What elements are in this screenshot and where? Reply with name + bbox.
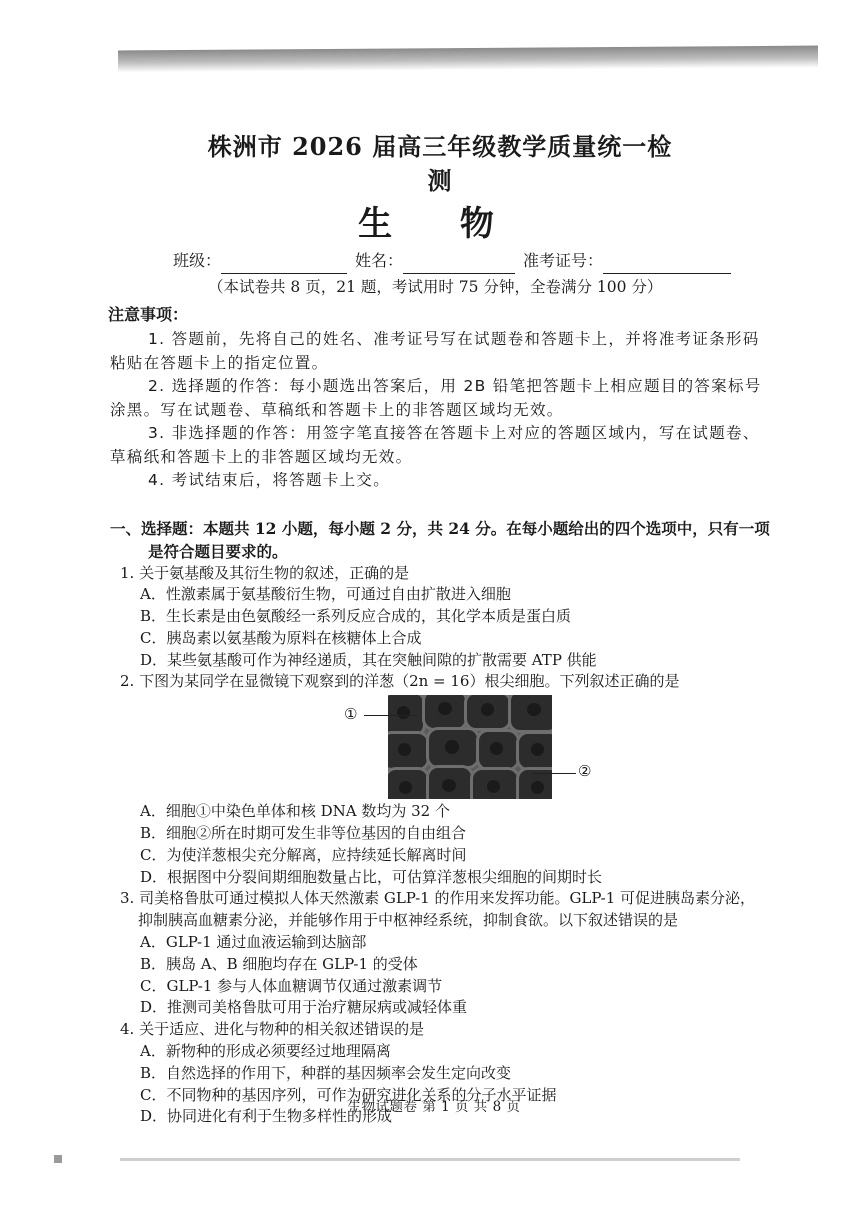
exam-id-blank bbox=[603, 255, 731, 274]
notice-list bbox=[110, 328, 770, 493]
option-3a: A．GLP-1 通过血液运输到达脑部 bbox=[140, 933, 367, 952]
option-3c: C．GLP-1 参与人体血糖调节仅通过激素调节 bbox=[140, 976, 443, 995]
student-info-fields bbox=[173, 248, 770, 274]
micrograph-figure bbox=[320, 695, 770, 799]
exam-title: 株洲市 2026 届高三年级教学质量统一检测 bbox=[207, 132, 673, 195]
question-stem-1: 1. 关于氨基酸及其衍生物的叙述，正确的是 bbox=[120, 563, 410, 582]
figure-label-2: ② bbox=[578, 762, 592, 781]
leader-line-1 bbox=[364, 715, 418, 716]
class-blank bbox=[221, 255, 347, 274]
figure-label-1: ① bbox=[344, 705, 358, 724]
section-heading: 一、选择题：本题共 12 小题，每小题 2 分，共 24 分。在每小题给出的四个选项中，只有一项是符合题目要求的。 bbox=[110, 518, 770, 561]
leader-line-2 bbox=[532, 773, 576, 774]
question-stem-3: 3. 司美格鲁肽可通过模拟人体天然激素 GLP-1 的作用来发挥功能。GLP-1 可促进胰岛素分泌，抑制胰高血糖素分泌，并能够作用于中枢神经系统，抑制食欲。以下叙述错误的是 bbox=[120, 889, 756, 930]
question-stem-2: 2. 下图为某同学在显微镜下观察到的洋葱（2n = 16）根尖细胞。下列叙述正确的是 bbox=[120, 672, 680, 691]
option-2c: C．为使洋葱根尖充分解离，应持续延长解离时间 bbox=[140, 845, 467, 864]
exam-info: （本试卷共 8 页，21 题，考试用时 75 分钟，全卷满分 100 分） bbox=[208, 278, 663, 296]
option-4a: A．新物种的形成必须要经过地理隔离 bbox=[140, 1042, 391, 1061]
option-2a: A．细胞①中染色单体和核 DNA 数均为 32 个 bbox=[140, 802, 450, 821]
option-1d: D．某些氨基酸可作为神经递质，其在突触间隙的扩散需要 ATP 供能 bbox=[140, 650, 597, 669]
notice-item: 2. 选择题的作答：每小题选出答案后，用 2B 铅笔把答题卡上相应题目的答案标号涂黑。写在试题卷、草稿纸和答题卡上的非答题区域均无效。 bbox=[110, 377, 762, 419]
page-footer: 生物试题卷 第 1 页 共 8 页 bbox=[347, 1099, 521, 1115]
question-stem-4: 4. 关于适应、进化与物种的相关叙述错误的是 bbox=[120, 1020, 425, 1039]
exam-id-label: 准考证号： bbox=[523, 251, 604, 270]
option-4c: C．不同物种的基因序列，可作为研究进化关系的分子水平证据 bbox=[140, 1085, 557, 1104]
option-1c: C．胰岛素以氨基酸为原料在核糖体上合成 bbox=[140, 628, 422, 647]
name-blank bbox=[403, 255, 515, 274]
notice-heading: 注意事项： bbox=[108, 305, 189, 324]
notice-item: 3. 非选择题的作答：用签字笔直接答在答题卡上对应的答题区域内，写在试题卷、草稿纸和答题卡上的非答题区域均无效。 bbox=[110, 424, 760, 466]
option-4b: B．自然选择的作用下，种群的基因频率会发生定向改变 bbox=[140, 1063, 512, 1082]
scan-mark bbox=[54, 1155, 62, 1163]
subject-title: 生 物 bbox=[358, 204, 522, 244]
scan-shadow-top bbox=[118, 46, 818, 73]
exam-page bbox=[110, 130, 770, 1128]
option-4d: D．协同进化有利于生物多样性的形成 bbox=[140, 1107, 393, 1126]
name-label: 姓名： bbox=[355, 251, 404, 270]
option-3b: B．胰岛 A、B 细胞均存在 GLP-1 的受体 bbox=[140, 954, 418, 973]
option-1a: A．性激素属于氨基酸衍生物，可通过自由扩散进入细胞 bbox=[140, 585, 511, 604]
onion-root-tip-micrograph bbox=[388, 695, 552, 799]
notice-item: 1. 答题前，先将自己的姓名、准考证号写在试题卷和答题卡上，并将准考证条形码粘贴在答题卡上的指定位置。 bbox=[110, 330, 760, 372]
class-label: 班级： bbox=[173, 251, 222, 270]
option-3d: D．推测司美格鲁肽可用于治疗糖尿病或减轻体重 bbox=[140, 998, 468, 1017]
option-2b: B．细胞②所在时期可发生非等位基因的自由组合 bbox=[140, 824, 467, 843]
option-2d: D．根据图中分裂间期细胞数量占比，可估算洋葱根尖细胞的间期时长 bbox=[140, 867, 603, 886]
notice-item: 4. 考试结束后，将答题卡上交。 bbox=[148, 471, 391, 489]
scan-shadow-bottom bbox=[120, 1158, 740, 1161]
option-1b: B．生长素是由色氨酸经一系列反应合成的，其化学本质是蛋白质 bbox=[140, 607, 572, 626]
